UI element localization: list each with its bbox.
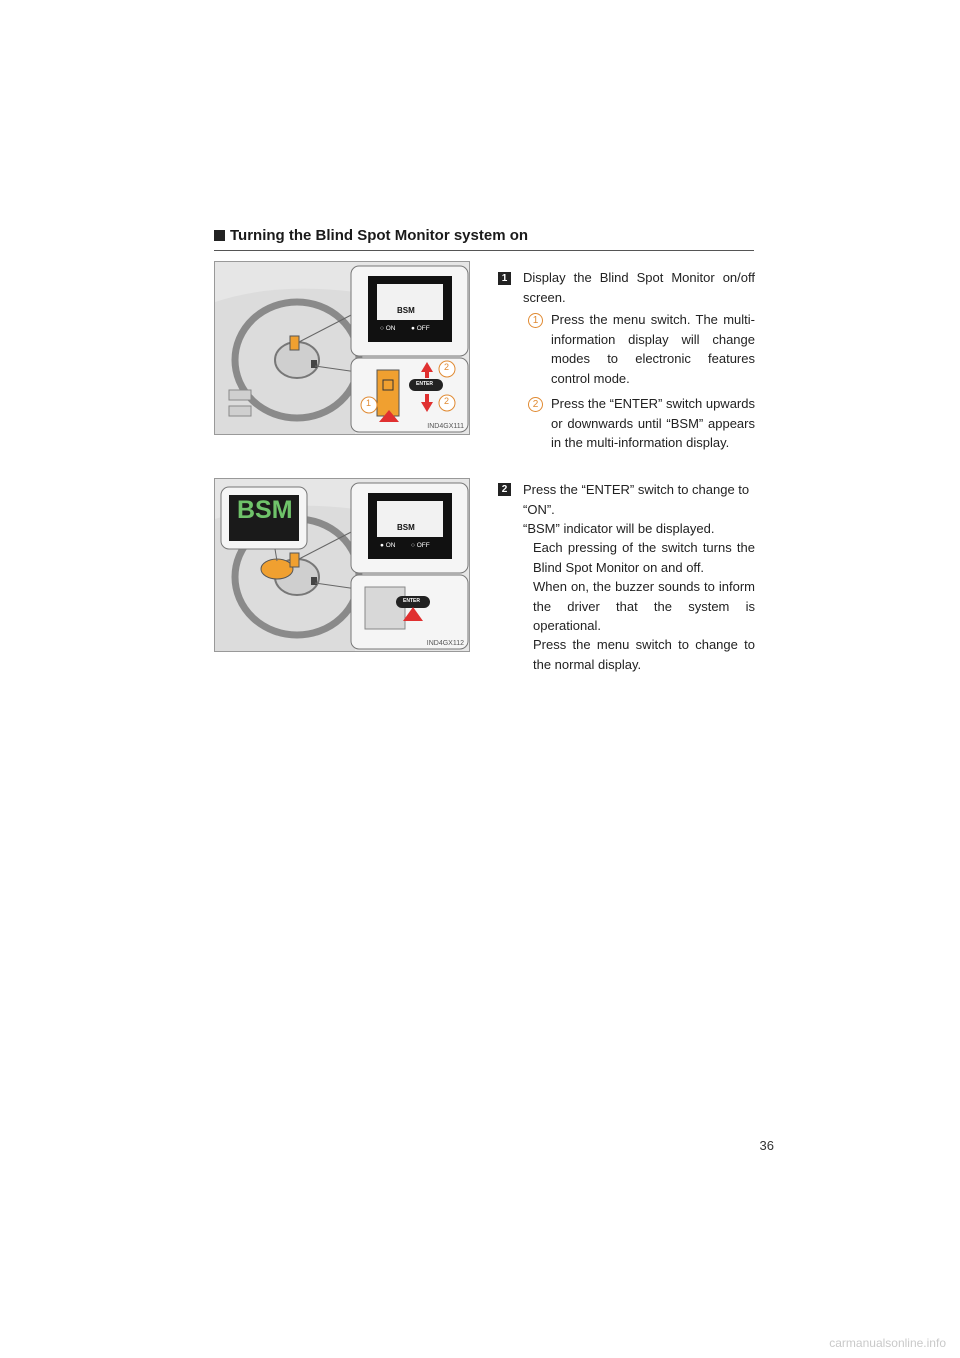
step-1-sub2-marker xyxy=(528,394,543,412)
figure-bsm-display xyxy=(214,261,470,435)
step-1-text: Display the Blind Spot Monitor on/off screen. xyxy=(523,270,755,305)
section-square-icon xyxy=(214,230,225,241)
step-2-note3: Press the menu switch to change to the normal display. xyxy=(533,637,755,672)
step-2-note1: Each pressing of the switch turns the Blind Spot Monitor on and off. xyxy=(533,540,755,575)
display-bsm-label: BSM xyxy=(397,523,415,532)
sub1-circle: 1 xyxy=(528,313,543,328)
dashboard-illustration-1 xyxy=(215,262,470,435)
enter-switch-label: ENTER xyxy=(403,598,420,604)
off-label: OFF xyxy=(416,542,430,549)
section-title-text: Turning the Blind Spot Monitor system on xyxy=(230,227,529,244)
off-label: OFF xyxy=(416,325,430,332)
step-1-sub1-marker xyxy=(528,310,543,328)
section-title xyxy=(214,227,754,251)
on-label: ON xyxy=(385,325,396,332)
display-on-option: ● ON xyxy=(380,542,396,549)
step-2-line2: “BSM” indicator will be displayed. xyxy=(523,521,715,536)
enter-switch-label: ENTER xyxy=(416,381,433,387)
step-2-line1: Press the “ENTER” switch to change to “ON”. xyxy=(523,482,750,517)
figure-code: IND4GX111 xyxy=(427,423,464,430)
callout-2-down: 2 xyxy=(444,396,450,406)
step-1-sub1-text: Press the menu switch. The multi-information display will change modes to electronic features control mode. xyxy=(551,312,755,386)
step-2-note2: When on, the buzzer sounds to inform the driver that the system is operational. xyxy=(533,579,755,633)
step-2-badge: 2 xyxy=(498,483,511,496)
step-1-badge: 1 xyxy=(498,272,511,285)
display-bsm-label: BSM xyxy=(397,306,415,315)
callout-2-up: 2 xyxy=(444,362,450,372)
on-label: ON xyxy=(385,542,396,549)
step-1-sub2-text: Press the “ENTER” switch upwards or downwards until “BSM” appears in the multi-information display. xyxy=(551,396,755,450)
display-off-option: ● OFF xyxy=(411,325,430,332)
sub2-circle: 2 xyxy=(528,397,543,412)
watermark: carmanualsonline.info xyxy=(829,1336,946,1350)
bsm-indicator: BSM xyxy=(237,496,293,524)
figure-bsm-on xyxy=(214,478,470,652)
figure-code: IND4GX112 xyxy=(426,640,464,647)
callout-1: 1 xyxy=(366,398,372,408)
display-on-option: ○ ON xyxy=(380,325,396,332)
page-number: 36 xyxy=(759,1138,774,1153)
display-off-option: ○ OFF xyxy=(411,542,430,549)
